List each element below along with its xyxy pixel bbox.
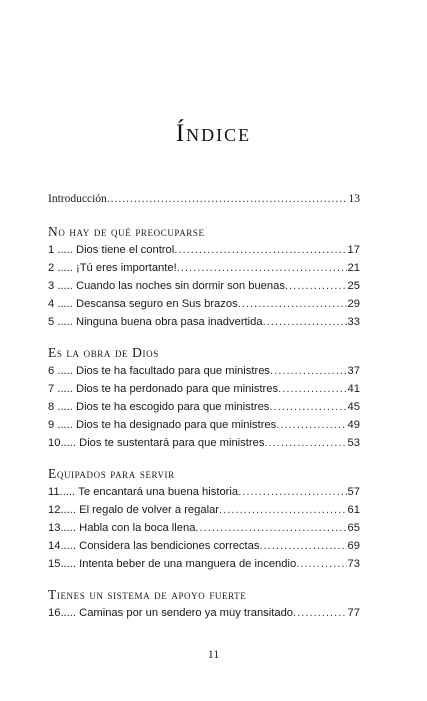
toc-entry-number: 4 ..... — [48, 298, 73, 310]
toc-entry-title: Cuando las noches sin dormir son buenas — [75, 280, 285, 292]
toc-entry-page: 53 — [347, 437, 360, 449]
toc-entry-title: Descansa seguro en Sus brazos — [75, 298, 238, 310]
toc-row — [48, 316, 360, 332]
dot-leader — [263, 316, 347, 328]
toc-row — [48, 437, 360, 453]
toc-entry-number: 7 ..... — [48, 383, 73, 395]
toc-row-intro — [48, 193, 360, 209]
dot-leader — [264, 437, 346, 449]
dot-leader — [278, 383, 346, 395]
toc-entry-page: 21 — [347, 262, 360, 274]
toc-row — [48, 558, 360, 574]
toc-entry-title: Te encantará una buena historia — [78, 486, 239, 498]
toc-entry-title: Dios te ha facultado para que ministres — [75, 365, 271, 377]
toc-entry-title: Intenta beber de una manguera de incendio — [79, 558, 297, 570]
toc-row — [48, 298, 360, 314]
toc-entry-page: 49 — [347, 419, 360, 431]
toc-row — [48, 401, 360, 417]
toc-entry-title: Habla con la boca llena — [79, 522, 196, 534]
section-heading: Es la obra de Dios — [48, 345, 159, 360]
toc-entry-page: 33 — [347, 316, 360, 328]
toc-entry-number: 10..... — [48, 437, 76, 449]
section-heading: Tienes un sistema de apoyo fuerte — [48, 587, 247, 602]
toc-row — [48, 419, 360, 435]
dot-leader — [269, 401, 346, 413]
toc-entry-number: 14..... — [48, 540, 76, 552]
section-heading: No hay de qué preocuparse — [48, 224, 205, 239]
toc-entry-number: 3 ..... — [48, 280, 73, 292]
toc-entry-page: 77 — [347, 607, 360, 619]
toc-row — [48, 383, 360, 399]
toc-row — [48, 365, 360, 381]
toc-entry-title: Ninguna buena obra pasa inadvertida — [75, 316, 263, 328]
dot-leader — [107, 193, 348, 205]
toc-row — [48, 486, 360, 502]
toc-entry-title: Introducción — [48, 193, 107, 205]
toc-row — [48, 280, 360, 296]
dot-leader — [296, 558, 346, 570]
dot-leader — [270, 365, 347, 377]
toc-entry-title: Dios te ha escogido para que ministres — [75, 401, 270, 413]
toc-entry-page: 13 — [348, 193, 360, 205]
dot-leader — [276, 419, 346, 431]
dot-leader — [259, 540, 346, 552]
toc-entry-number: 2 ..... — [48, 262, 73, 274]
dot-leader — [293, 607, 347, 619]
toc-entry-number: 12..... — [48, 504, 76, 516]
toc-entry-number: 15..... — [48, 558, 76, 570]
toc-row — [48, 504, 360, 520]
toc-entry-page: 61 — [347, 504, 360, 516]
toc-entry-page: 65 — [347, 522, 360, 534]
toc-entry-title: ¡Tú eres importante! — [75, 262, 177, 274]
section-heading: Equipados para servir — [48, 466, 175, 481]
toc-entry-number: 16..... — [48, 607, 76, 619]
dot-leader — [238, 486, 346, 498]
toc-entry-title: Dios tiene el control — [75, 244, 175, 256]
toc-entry-number: 9 ..... — [48, 419, 73, 431]
page-number: 11 — [207, 647, 220, 661]
toc-entry-title: Dios te ha perdonado para que ministres — [75, 383, 279, 395]
toc-entry-page: 25 — [347, 280, 360, 292]
toc-entry-title: Dios te sustentará para que ministres — [79, 437, 265, 449]
toc-entry-title: Dios te ha designado para que ministres — [75, 419, 277, 431]
toc-entry-page: 69 — [347, 540, 360, 552]
toc-entry-page: 17 — [347, 244, 360, 256]
toc-entry-page: 45 — [347, 401, 360, 413]
toc-entry-number: 1 ..... — [48, 244, 73, 256]
dot-leader — [238, 298, 347, 310]
toc-entry-number: 13..... — [48, 522, 76, 534]
toc-row — [48, 522, 360, 538]
toc-row — [48, 244, 360, 260]
toc-entry-title: Considera las bendiciones correctas — [79, 540, 260, 552]
toc-entry-number: 5 ..... — [48, 316, 73, 328]
toc-row — [48, 540, 360, 556]
toc-entry-page: 41 — [347, 383, 360, 395]
dot-leader — [174, 244, 346, 256]
toc-row — [48, 607, 360, 623]
toc-entry-number: 11..... — [48, 486, 76, 498]
toc-entry-title: El regalo de volver a regalar — [79, 504, 220, 516]
page-title: Índice — [175, 120, 252, 147]
toc-entry-page: 57 — [347, 486, 360, 498]
toc-entry-page: 37 — [347, 365, 360, 377]
toc-entry-title: Caminas por un sendero ya muy transitado — [79, 607, 294, 619]
toc-entry-page: 73 — [347, 558, 360, 570]
toc-row — [48, 262, 360, 278]
dot-leader — [285, 280, 347, 292]
toc-entry-number: 8 ..... — [48, 401, 73, 413]
toc-entry-number: 6 ..... — [48, 365, 73, 377]
dot-leader — [195, 522, 346, 534]
toc-entry-page: 29 — [347, 298, 360, 310]
dot-leader — [177, 262, 347, 274]
dot-leader — [219, 504, 347, 516]
